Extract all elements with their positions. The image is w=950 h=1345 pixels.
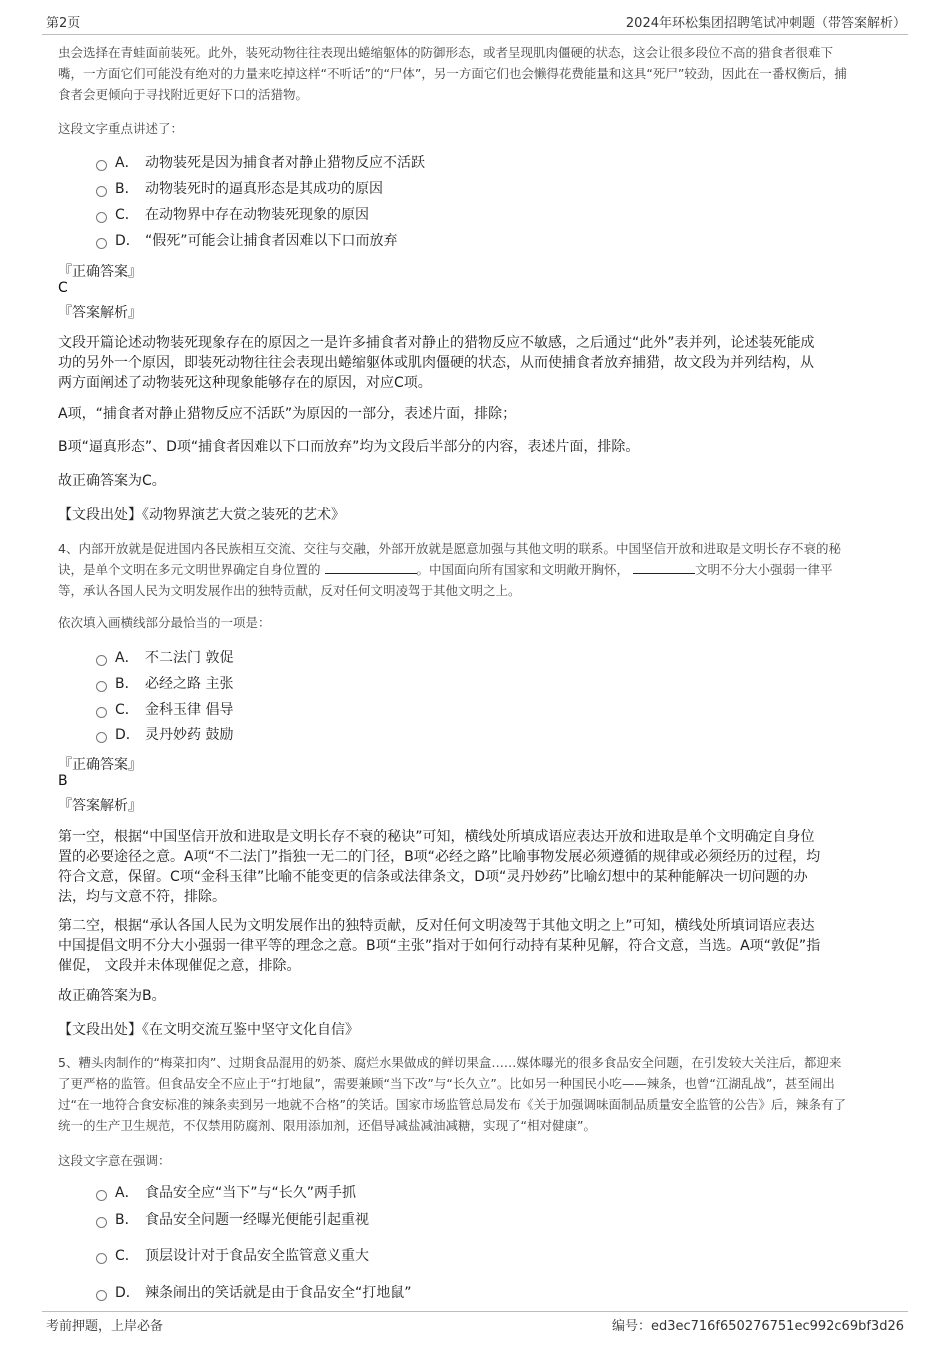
fill-blank-2[interactable]: [633, 559, 695, 574]
radio-icon[interactable]: [96, 1290, 107, 1301]
page-header: [42, 10, 908, 35]
q3-option-b[interactable]: B． 动物装死时的逼真形态是其成功的原因: [96, 178, 383, 200]
analysis-label: 『答案解析』: [58, 798, 142, 814]
page-number: 第2页: [46, 16, 81, 31]
q5-passage: 5、糟头肉制作的“梅菜扣肉”、过期食品混用的奶茶、腐烂水果做成的鲜切果盒……媒体曝光的很多食品安全问题，在引发较大关注后，都迎来 了更严格的监管。但食品安全不应止于“打地鼠”，需要兼顾“当下改”与“长久立”。比如另一种国民小吃——辣条，也曾“江湖乱战”，甚至闹出 过“在一地符合食安标准的辣条卖到另一地就不合格”的笑话。国家市场监管总局发布《关于加强调味面制品质量安全监管的公告》后，辣条有了 统一的生产卫生规范，不仅禁用防腐剂、限用添加剂，还倡导减盐减油减糖，实现了“相对健康”。: [58, 1055, 846, 1133]
document-title: 2024年环松集团招聘笔试冲刺题（带答案解析）: [625, 16, 906, 31]
q4-option-d[interactable]: D． 灵丹妙药 鼓励: [96, 724, 233, 746]
q3-option-d[interactable]: D． “假死”可能会让捕食者因难以下口而放弃: [96, 230, 398, 252]
q4-analysis-2: 第二空，根据“承认各国人民为文明发展作出的独特贡献，反对任何文明凌驾于其他文明之上”可知，横线处所填词语应表达 中国提倡文明不分大小强弱一律平等的理念之意。B项“主张”指对于如何行动持有某种见解，符合文意，当选。A项“敦促”指 催促， 文段并未体现催促之意，排除。: [58, 918, 821, 974]
passage-line: 嘴，一方面它们可能没有绝对的力量来吃掉这样“不听话”的“尸体”，另一方面它们也会懒得花费能量和这具“死尸”较劲，因此在一番权衡后，捕: [58, 66, 847, 81]
analysis-label: 『答案解析』: [58, 305, 142, 321]
radio-icon[interactable]: [96, 212, 107, 223]
q3-analysis: 文段开篇论述动物装死现象存在的原因之一是许多捕食者对静止的猎物反应不敏感，之后通过“此外”表并列，论述装死能成 功的另外一个原因，即装死动物往往会表现出蜷缩躯体或肌肉僵硬的状态，从而使捕食者放弃捕猎，故文段为并列结构，从 两方面阐述了动物装死这种现象能够存在的原因，对应C项。: [58, 335, 815, 391]
q3-option-c[interactable]: C． 在动物界中存在动物装死现象的原因: [96, 204, 369, 226]
radio-icon[interactable]: [96, 1217, 107, 1228]
q4-option-a[interactable]: A． 不二法门 敦促: [96, 647, 233, 669]
passage-line: 虫会选择在青蛙面前装死。此外，装死动物往往表现出蜷缩躯体的防御形态，或者呈现肌肉僵硬的状态，这会让很多段位不高的猎食者很难下: [58, 45, 834, 60]
answer-label: 『正确答案』: [58, 757, 142, 773]
radio-icon[interactable]: [96, 160, 107, 171]
q3-passage: [58, 42, 903, 105]
q4-conclusion: 故正确答案为B。: [58, 988, 166, 1004]
q5-option-a[interactable]: A． 食品安全应“当下”与“长久”两手抓: [96, 1182, 356, 1204]
answer-label: 『正确答案』: [58, 264, 142, 280]
q4-passage: 4、内部开放就是促进国内各民族相互交流、交往与交融，外部开放就是愿意加强与其他文明的联系。中国坚信开放和进取是文明长存不衰的秘 诀，是单个文明在多元文明世界确定自身位置的 。中国面向所有国家和文明敞开胸怀， 文明不分大小强弱一律平 等，承认各国人民为文明发展作出的独特贡献，反对任何文明凌驾于其他文明之上。: [58, 541, 841, 598]
q5-prompt: 这段文字意在强调：: [58, 1153, 171, 1168]
q4-source: 【文段出处】《在文明交流互鉴中坚守文化自信》: [58, 1022, 359, 1038]
q4-analysis-1: 第一空，根据“中国坚信开放和进取是文明长存不衰的秘诀”可知，横线处所填成语应表达开放和进取是单个文明确定自身位 置的必要途径之意。A项“不二法门”指独一无二的门径，B项“必经之路”比喻事物发展必须遵循的规律或必须经历的过程，均 符合文意，保留。C项“金科玉律”比喻不能变更的信条或法律条文，D项“灵丹妙药”比喻幻想中的某种能解决一切问题的办 法，均与文意不符，排除。: [58, 829, 821, 905]
fill-blank-1[interactable]: [325, 559, 417, 574]
q3-prompt: 这段文字重点讲述了：: [58, 121, 184, 136]
q4-option-c[interactable]: C． 金科玉律 倡导: [96, 699, 233, 721]
footer-slogan: 考前押题，上岸必备: [46, 1319, 164, 1334]
q3-source: 【文段出处】《动物界演艺大赏之装死的艺术》: [58, 507, 345, 523]
correct-answer: C: [58, 280, 68, 296]
q5-option-d[interactable]: D． 辣条闹出的笑话就是由于食品安全“打地鼠”: [96, 1282, 412, 1304]
radio-icon[interactable]: [96, 732, 107, 743]
radio-icon[interactable]: [96, 681, 107, 692]
radio-icon[interactable]: [96, 186, 107, 197]
q3-conclusion: 故正确答案为C。: [58, 473, 166, 489]
radio-icon[interactable]: [96, 1190, 107, 1201]
radio-icon[interactable]: [96, 1253, 107, 1264]
radio-icon[interactable]: [96, 238, 107, 249]
radio-icon[interactable]: [96, 655, 107, 666]
q3-option-a[interactable]: A． 动物装死是因为捕食者对静止猎物反应不活跃: [96, 152, 425, 174]
page-footer: [42, 1311, 908, 1338]
q3-analysis-a: A项，“捕食者对静止猎物反应不活跃”为原因的一部分，表述片面，排除；: [58, 406, 517, 422]
q4-option-b[interactable]: B． 必经之路 主张: [96, 673, 233, 695]
passage-line: 食者会更倾向于寻找附近更好下口的活猎物。: [58, 87, 309, 102]
q3-analysis-bd: B项“逼真形态”、D项“捕食者因难以下口而放弃”均为文段后半部分的内容，表述片面，排除。: [58, 439, 640, 455]
correct-answer: B: [58, 773, 68, 789]
document-id: 编号：ed3ec716f650276751ec992c69bf3d26: [611, 1319, 904, 1334]
q5-option-b[interactable]: B． 食品安全问题一经曝光便能引起重视: [96, 1209, 369, 1231]
radio-icon[interactable]: [96, 707, 107, 718]
q4-prompt: 依次填入画横线部分最恰当的一项是：: [58, 615, 271, 630]
q5-option-c[interactable]: C． 顶层设计对于食品安全监管意义重大: [96, 1245, 369, 1267]
